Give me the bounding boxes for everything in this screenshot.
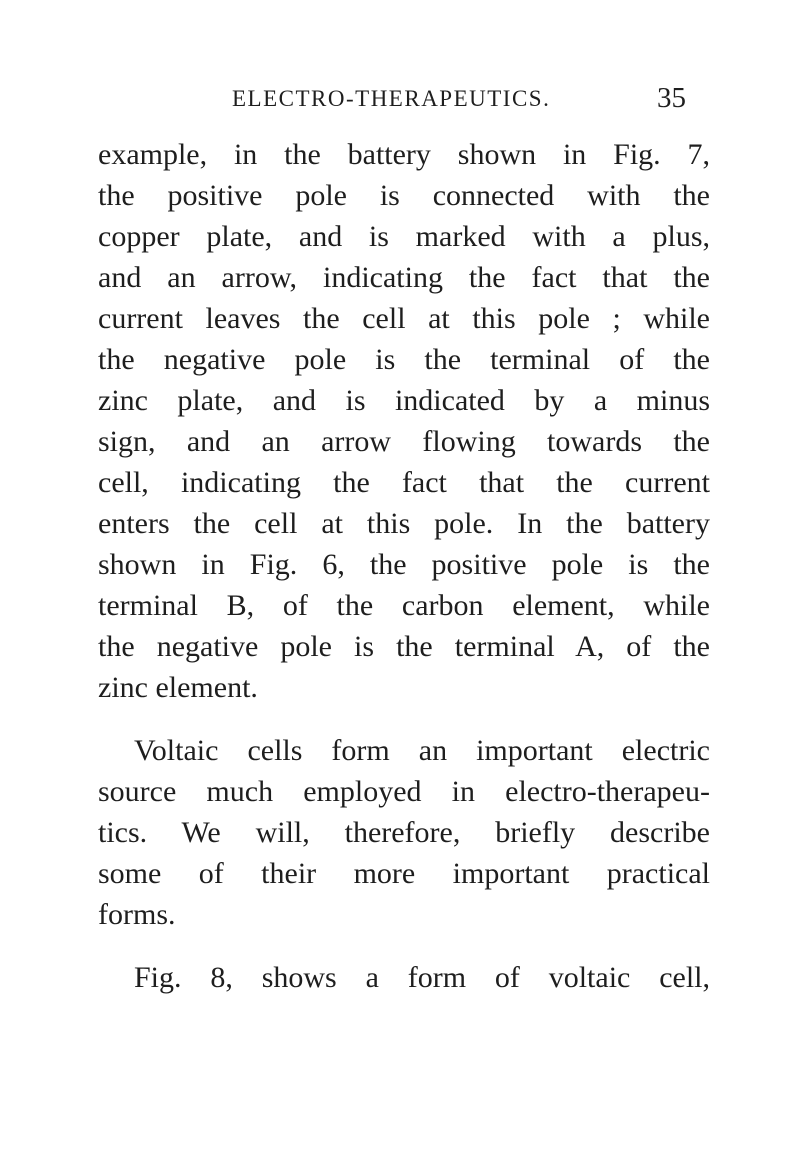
text-line: and an arrow, indicating the fact that the: [98, 261, 710, 294]
text-line: tics. We will, therefore, briefly describe: [98, 816, 710, 849]
text-line: terminal B, of the carbon element, while: [98, 589, 710, 622]
text-line: copper plate, and is marked with a plus,: [98, 220, 710, 253]
text-line: shown in Fig. 6, the positive pole is the: [98, 548, 710, 581]
running-head-title: ELECTRO-THERAPEUTICS.: [232, 86, 551, 111]
text-line: Fig. 8, shows a form of voltaic cell,: [134, 961, 710, 994]
running-head: [0, 82, 800, 126]
paragraph-3: [98, 957, 710, 998]
body-text: [98, 134, 710, 998]
text-line: the negative pole is the terminal of the: [98, 343, 710, 376]
text-line: zinc plate, and is indicated by a minus: [98, 384, 710, 417]
paragraph-gap: [98, 708, 710, 730]
text-line: Voltaic cells form an important electric: [134, 734, 710, 767]
text-line: example, in the battery shown in Fig. 7,: [98, 138, 710, 171]
text-line: current leaves the cell at this pole ; while: [98, 302, 710, 335]
text-line: the negative pole is the terminal A, of the: [98, 630, 710, 663]
text-line: some of their more important practical: [98, 857, 710, 890]
text-line: sign, and an arrow flowing towards the: [98, 425, 710, 458]
text-line: forms.: [98, 898, 176, 931]
paragraph-2: [98, 730, 710, 935]
text-line: source much employed in electro-therapeu-: [98, 775, 710, 808]
paragraph-gap: [98, 935, 710, 957]
text-line: enters the cell at this pole. In the battery: [98, 507, 710, 540]
text-line: the positive pole is connected with the: [98, 179, 710, 212]
text-line: cell, indicating the fact that the current: [98, 466, 710, 499]
page-number: 35: [657, 82, 686, 114]
text-line: zinc element.: [98, 671, 258, 704]
paragraph-1: [98, 134, 710, 708]
